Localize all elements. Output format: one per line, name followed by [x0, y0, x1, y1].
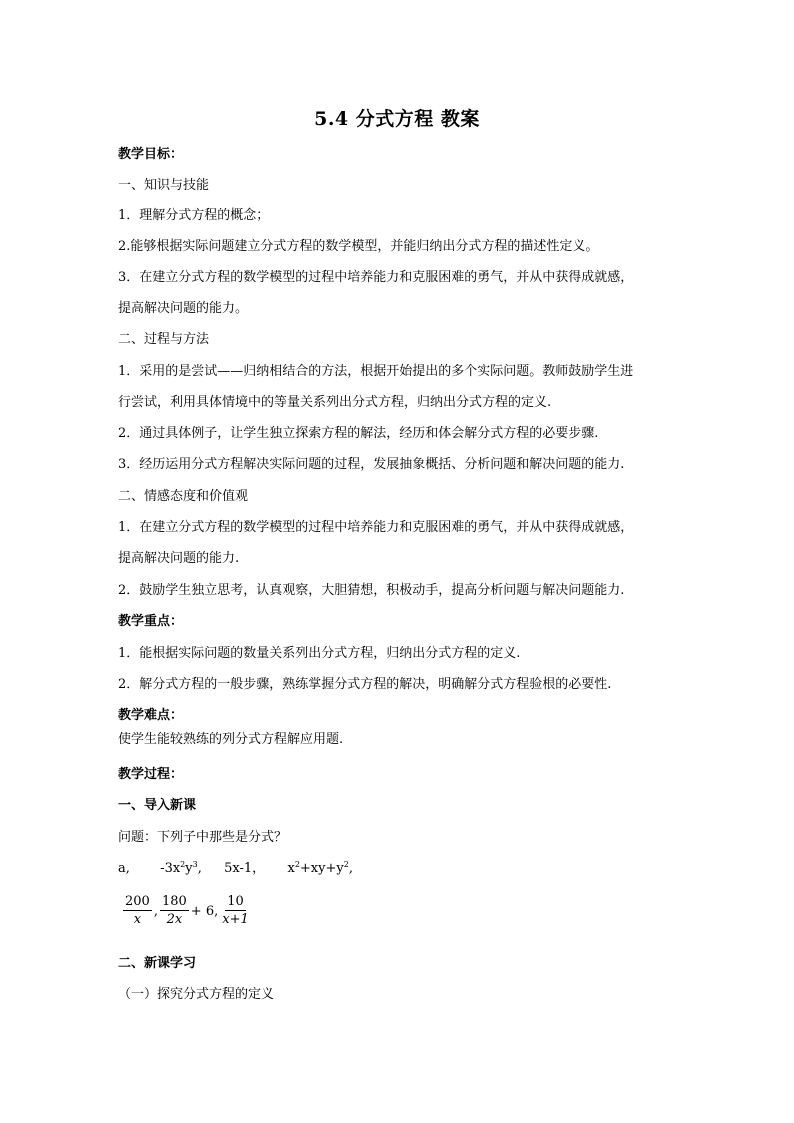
intro-question: 问题：下列子中那些是分式？ [118, 830, 288, 845]
section-attitude-values: 二、情感态度和价值观 [118, 489, 249, 504]
plus-six: + 6, [190, 903, 219, 919]
objective-2-1a: 1．采用的是尝试——归纳相结合的方法，根据开始提出的多个实际问题。教师鼓励学生进 [118, 364, 634, 379]
difficulty-1: 使学生能较熟练的列分式方程解应用题. [118, 732, 344, 747]
comma-separator: , [153, 903, 158, 919]
objectives-heading: 教学目标： [118, 147, 184, 162]
section-process-methods: 二、过程与方法 [118, 332, 210, 347]
intro-heading: 一、导入新课 [118, 798, 197, 813]
objective-1-3b: 提高解决问题的能力。 [118, 301, 249, 316]
expr-d: $x^2+xy+y^2$, [287, 860, 353, 876]
difficulty-heading: 教学难点： [118, 708, 184, 723]
objective-1-3a: 3．在建立分式方程的数学模型的过程中培养能力和克服困难的勇气，并从中获得成就感， [118, 270, 634, 285]
objective-3-1a: 1．在建立分式方程的数学模型的过程中培养能力和克服困难的勇气，并从中获得成就感， [118, 520, 634, 535]
process-heading: 教学过程： [118, 767, 184, 782]
section-knowledge-skills: 一、知识与技能 [118, 178, 210, 193]
new-lesson-heading: 二、新课学习 [118, 956, 197, 971]
key-points-heading: 教学重点： [118, 614, 184, 629]
fraction-10-over-x-plus-1: $\frac{10}{x+1}$ [222, 894, 249, 927]
objective-2-3: 3．经历运用分式方程解决实际问题的过程，发展抽象概括、分析问题和解决问题的能力. [118, 457, 625, 472]
objective-2-1b: 行尝试，利用具体情境中的等量关系列出分式方程，归纳出分式方程的定义. [118, 395, 552, 410]
expr-a: a, [118, 861, 130, 876]
document-title: 5.4 分式方程 教案 [314, 108, 480, 130]
objective-1-2: 2.能够根据实际问题建立分式方程的数学模型，并能归纳出分式方程的描述性定义。 [118, 239, 599, 254]
sub-section-1: （一）探究分式方程的定义 [118, 987, 275, 1002]
fraction-200-over-x: $\frac{200}{x}$ [125, 894, 150, 927]
objective-3-2: 2．鼓励学生独立思考，认真观察，大胆猜想，积极动手，提高分析问题与解决问题能力. [118, 583, 625, 598]
key-point-2: 2．解分式方程的一般步骤，熟练掌握分式方程的解决，明确解分式方程验根的必要性. [118, 677, 612, 692]
key-point-1: 1．能根据实际问题的数量关系列出分式方程，归纳出分式方程的定义. [118, 646, 521, 661]
expr-b: $-3x^2y^3$, [160, 860, 202, 876]
fraction-expressions [122, 890, 252, 932]
expr-c: 5x-1， [224, 861, 266, 876]
objective-2-2: 2．通过具体例子，让学生独立探索方程的解法，经历和体会解分式方程的必要步骤. [118, 426, 599, 441]
fraction-180-over-2x: $\frac{180}{2x}$ [161, 894, 187, 927]
objective-1-1: 1．理解分式方程的概念； [118, 208, 270, 223]
expressions-row [118, 860, 353, 878]
objective-3-1b: 提高解决问题的能力. [118, 551, 240, 566]
